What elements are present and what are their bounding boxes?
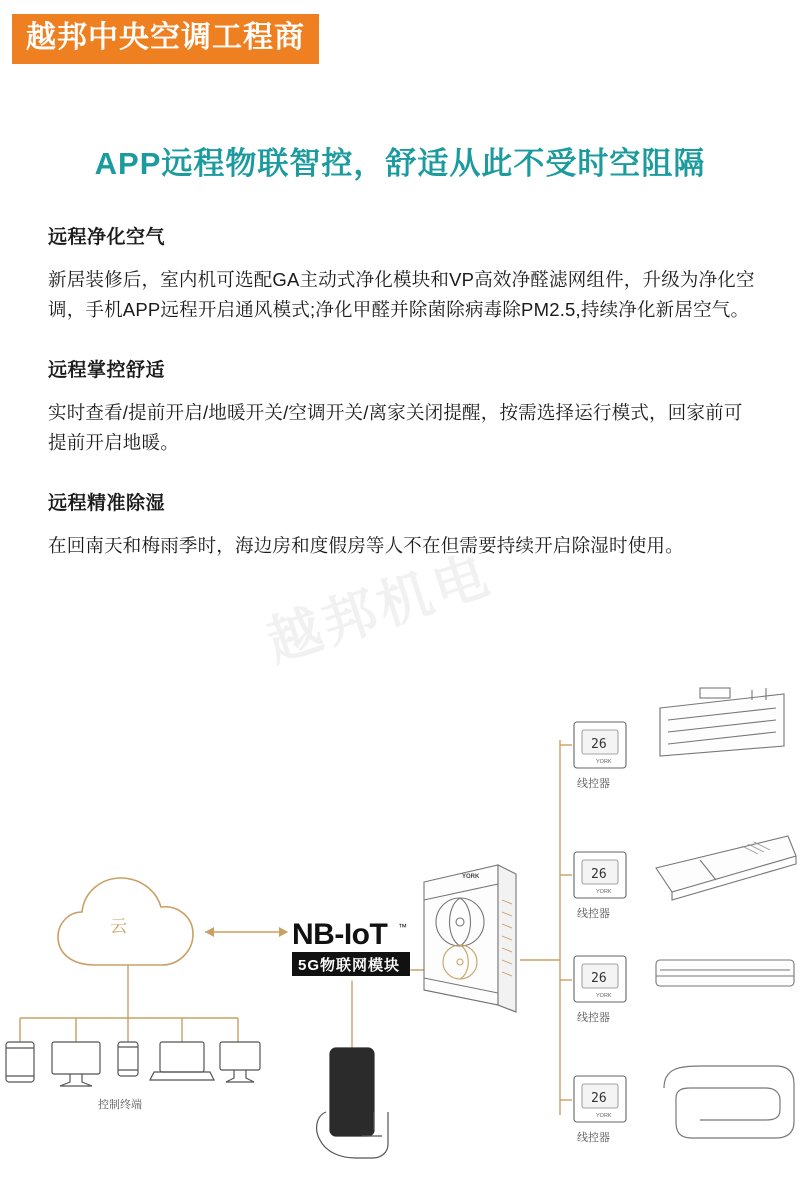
nbiot-trademark: ™: [398, 922, 407, 932]
laptop-icon: [150, 1042, 214, 1080]
tablet-icon: [6, 1042, 34, 1082]
section-body-2: 实时查看/提前开启/地暖开关/空调开关/离家关闭提醒，按需选择运行模式，回家前可提前开启地暖。: [48, 401, 743, 453]
controller-2-brand: YORK: [596, 889, 612, 895]
terminals-label: 控制终端: [98, 1099, 142, 1111]
cloud-label: 云: [110, 917, 127, 936]
controller-3-brand: YORK: [596, 993, 612, 999]
controller-4-display: 26: [591, 1091, 607, 1106]
controller-1-brand: YORK: [596, 759, 612, 765]
controller-3: [574, 956, 626, 1002]
section-title-1: 远程净化空气: [48, 227, 166, 248]
duct-indoor-unit: [660, 688, 784, 756]
controller-3-label: 线控器: [577, 1012, 610, 1024]
monitor-icon: [220, 1042, 260, 1082]
brand-banner: 越邦中央空调工程商: [12, 14, 319, 64]
controller-2: [574, 852, 626, 898]
controller-4-label: 线控器: [577, 1132, 610, 1144]
desktop-icon: [52, 1042, 100, 1086]
controller-3-display: 26: [591, 971, 607, 986]
page-title: APP远程物联智控，舒适从此不受时空阻隔: [94, 146, 706, 181]
system-diagram: [0, 660, 800, 1200]
nbiot-title: NB-IoT: [292, 918, 388, 951]
section-title-3: 远程精准除湿: [48, 492, 166, 514]
content-body: [48, 222, 756, 561]
nbiot-module: [288, 908, 410, 980]
controller-1-display: 26: [591, 737, 607, 752]
controller-1-label: 线控器: [577, 778, 610, 790]
nbiot-subtitle: 5G物联网模块: [298, 957, 401, 974]
outdoor-unit-brand: YORK: [462, 874, 480, 880]
section-title-2: 远程掌控舒适: [48, 359, 166, 381]
watermark: 越邦机电: [259, 544, 499, 674]
phone-small-icon: [118, 1042, 138, 1076]
controller-4-brand: YORK: [596, 1113, 612, 1119]
section-body-1: 新居装修后，室内机可选配GA主动式净化模块和VP高效净醛滤网组件，升级为净化空调，手机APP远程开启通风模式;净化甲醛并除菌除病毒除PM2.5,持续净化新居空气。: [48, 269, 755, 320]
controller-4: [574, 1076, 626, 1122]
floor-heating-coil: [664, 1066, 794, 1138]
outdoor-unit: [424, 865, 516, 1012]
controller-2-display: 26: [591, 867, 607, 882]
controller-1: [574, 722, 626, 768]
cassette-indoor-unit: [656, 836, 796, 900]
section-body-3: 在回南天和梅雨季时，海边房和度假房等人不在但需要持续开启除湿时使用。: [48, 534, 684, 556]
wall-indoor-unit: [656, 960, 794, 986]
hand-phone-icon: [317, 1048, 388, 1158]
controller-2-label: 线控器: [577, 908, 610, 920]
